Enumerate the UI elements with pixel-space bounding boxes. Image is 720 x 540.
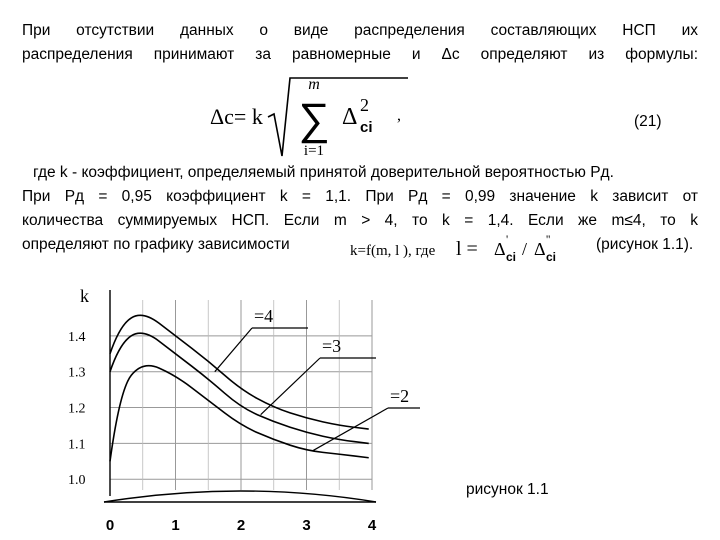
sum-upper: m [308,76,320,93]
series-leader-1 [261,358,320,415]
series-label: =2 [390,386,410,406]
series-label: =3 [322,336,342,356]
y-axis-label: k [80,286,89,306]
paragraph-line-1: При отсутствии данных о виде распределения составляющих НСП их [22,22,698,39]
sum-lower: i=1 [303,143,325,159]
inline-formula [350,231,600,267]
formula-lhs: Δc= k [210,104,263,129]
x-tick-label: 4 [367,517,377,534]
inline-formula-num: Δ [494,239,506,259]
y-tick-label: 1.2 [68,401,86,417]
x-tick-label: 2 [236,517,246,534]
sum-sign: ∑ [298,95,330,144]
x-tick-label: 3 [302,517,311,534]
inline-formula-den-sub: ci [546,250,557,264]
formula-trail: , [397,107,401,124]
paragraph-line-6-start: определяют по графику зависимости [22,236,290,253]
paragraph-line-2: распределения принимают за равномерные и Δс определяют из формулы: [22,46,698,63]
y-tick-label: 1.1 [68,437,86,453]
x-tick-label: 0 [105,517,115,534]
paragraph-line-3: где k - коэффициент, определяемый принятой доверительной вероятностью Pд. [33,164,614,181]
inline-formula-slash: / [522,239,528,259]
inline-formula-den-sup: '' [546,232,551,246]
k-dependency-chart [60,280,420,538]
x-tick-label: 1 [171,517,180,534]
inline-formula-part1: k=f(m, l ), где [350,243,436,259]
formula-term-sub: ci [360,119,373,136]
series-line-2 [110,366,369,462]
chart-grid [110,300,372,490]
y-tick-label: 1.3 [68,365,86,381]
base-arc [104,491,376,502]
series-leader-0 [215,328,252,372]
chart-labels [68,286,420,534]
figure-caption: рисунок 1.1 [466,481,549,498]
y-tick-label: 1.4 [68,329,86,345]
paragraph-line-6-end: (рисунок 1.1). [596,236,694,253]
chart-axes [104,290,376,502]
y-tick-label: 1.0 [68,473,86,489]
formula-21 [210,72,410,162]
paragraph-line-5: количества суммируемых НСП. Если m > 4, то k = 1,4. Если же m≤4, то k [22,212,698,229]
inline-formula-num-sub: ci [506,250,517,264]
formula-term-sup: 2 [360,95,369,115]
inline-formula-den: Δ [534,239,546,259]
series-leader-2 [313,408,388,451]
inline-formula-num-sup: ' [506,232,509,246]
formula-term: Δ [342,104,358,130]
equation-number: (21) [634,113,662,130]
inline-formula-l: l = [456,238,478,260]
paragraph-line-4: При Pд = 0,95 коэффициент k = 1,1. При Pд = 0,99 значение k зависит от [22,188,698,205]
sqrt-sign [268,78,408,156]
series-label: =4 [254,306,274,326]
